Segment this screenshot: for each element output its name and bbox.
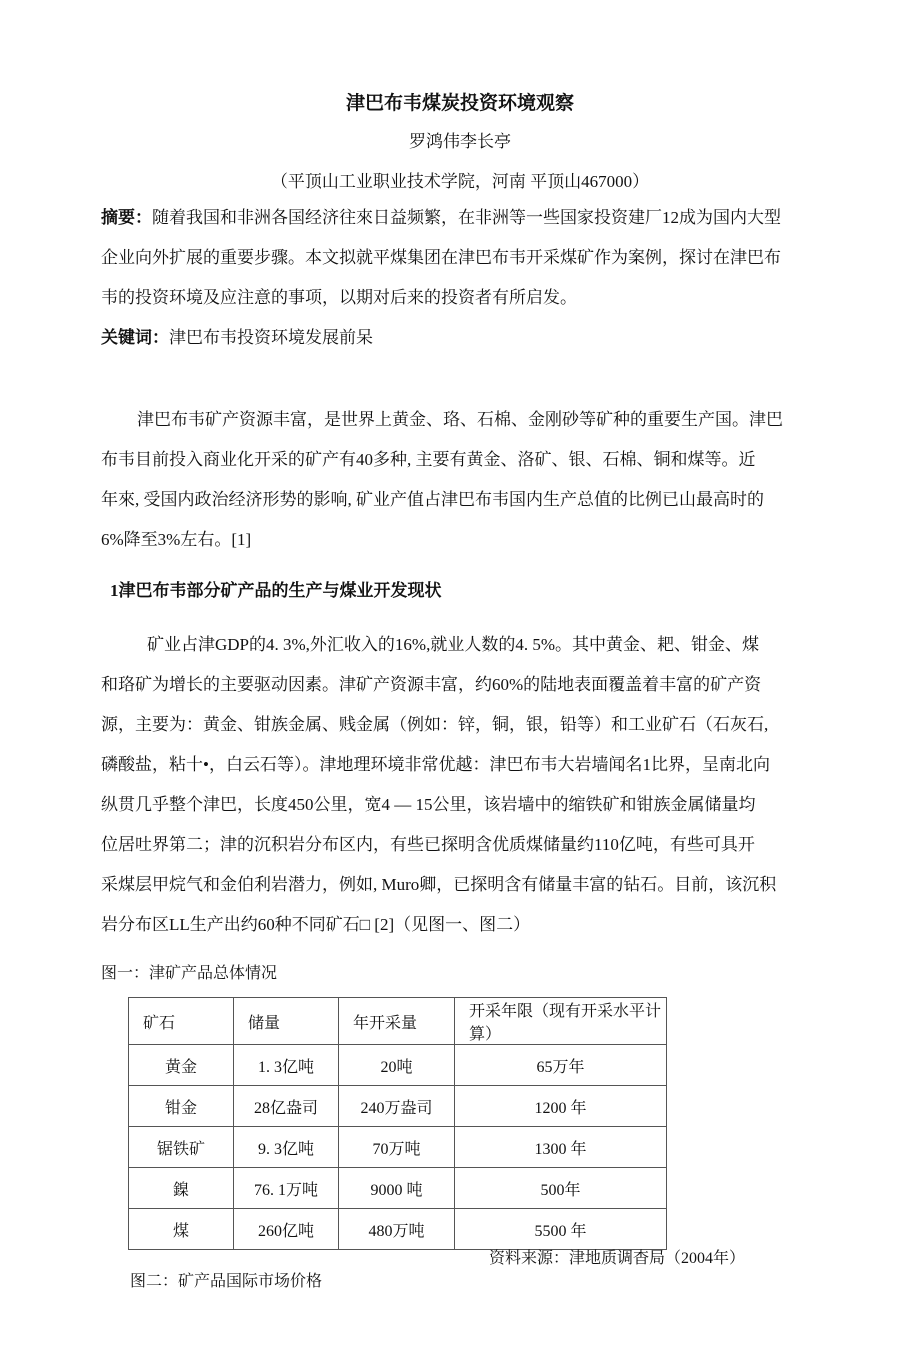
table-row	[129, 1168, 667, 1209]
column-header: 矿石	[129, 998, 234, 1045]
table-row	[129, 1045, 667, 1086]
paragraph-line: 采煤层甲烷气和金伯利岩潜力，例如, Muro卿，已探明含有储量丰富的钻石。目前，该沉积	[101, 875, 777, 894]
keywords-label: 关键词：	[101, 328, 169, 347]
table-cell: 20吨	[339, 1045, 455, 1086]
column-header: 年开采量	[339, 998, 455, 1045]
paragraph-line: 年來, 受国内政治经济形势的影响, 矿业产值占津巴布韦国内生产总值的比例已山最高时的	[101, 490, 764, 509]
affiliation: （平顶山工业职业技术学院，河南 平顶山467000）	[270, 172, 650, 191]
paragraph-line: 矿业占津GDP的4. 3%,外汇收入的16%,就业人数的4. 5%。其中黄金、耙、钳金、煤	[147, 635, 759, 654]
table-cell: 480万吨	[339, 1209, 455, 1250]
table-cell: 黄金	[129, 1045, 234, 1086]
paragraph-line: 6%降至3%左右。[1]	[101, 530, 252, 549]
table-cell: 9. 3亿吨	[234, 1127, 339, 1168]
document-title: 津巴布韦煤炭投资环境观察	[345, 93, 574, 114]
table-cell: 煤	[129, 1209, 234, 1250]
abstract-line: 韦的投资环境及应注意的事项，以期对后来的投资者有所启发。	[101, 288, 577, 307]
keywords-text: 津巴布韦投资环境发展前呆	[169, 328, 373, 347]
table-row	[129, 1086, 667, 1127]
intro-paragraph	[101, 400, 801, 560]
table-cell: 260亿吨	[234, 1209, 339, 1250]
abstract-label: 摘要：	[101, 208, 152, 227]
paragraph-line: 磷酸盐，粘十•，白云石等）。津地理环境非常优越：津巴布韦大岩墙闻名1比界，呈南北向	[101, 755, 770, 774]
figure1-caption: 图一：津矿产品总体情况	[101, 965, 278, 982]
table-cell: 70万吨	[339, 1127, 455, 1168]
table-cell: 500年	[455, 1168, 667, 1209]
paragraph-line: 岩分布区LL生产出约60种不同矿石□ [2]（见图一、图二）	[101, 915, 531, 934]
table-cell: 钳金	[129, 1086, 234, 1127]
paragraph-line: 津巴布韦矿产资源丰富，是世界上黄金、珞、石棉、金刚砂等矿种的重要生产国。津巴	[137, 410, 783, 429]
abstract-line: 随着我国和非洲各国经济往來日益频繁，在非洲等一些国家投资建厂12成为国内大型	[152, 208, 781, 227]
table-cell: 76. 1万吨	[234, 1168, 339, 1209]
section-heading: 1津巴布韦部分矿产品的生产与煤业开发现状	[110, 581, 442, 600]
paragraph-line: 纵贯几乎整个津巴，长度450公里，宽4 — 15公里，该岩墙中的缩铁矿和钳族金属储量均	[101, 795, 756, 814]
column-header: 储量	[234, 998, 339, 1045]
paragraph-line: 位居吐界第二；津的沉积岩分布区内，有些已探明含优质煤储量约110亿吨，有些可具开	[101, 835, 755, 854]
table-row	[129, 1209, 667, 1250]
table-row	[129, 1127, 667, 1168]
table-cell: 锯铁矿	[129, 1127, 234, 1168]
paragraph-line: 布韦目前投入商业化开采的矿产有40多种, 主要有黄金、洛矿、银、石棉、铜和煤等。近	[101, 450, 756, 469]
table-cell: 28亿盎司	[234, 1086, 339, 1127]
table-cell: 鎳	[129, 1168, 234, 1209]
table-header-row	[129, 998, 667, 1045]
table-cell: 1300 年	[455, 1127, 667, 1168]
table-cell: 5500 年	[455, 1209, 667, 1250]
abstract	[101, 198, 801, 358]
paragraph-line: 源，主要为：黄金、钳族金属、贱金属（例如：锌，铜，银，铅等）和工业矿石（石灰石,	[101, 715, 769, 734]
column-header: 开采年限（现有开采水平计算）	[455, 998, 667, 1045]
table-cell: 1200 年	[455, 1086, 667, 1127]
table-source: 资料来源：津地质调杳局（2004年）	[488, 1250, 745, 1267]
table-cell: 1. 3亿吨	[234, 1045, 339, 1086]
table-cell: 9000 吨	[339, 1168, 455, 1209]
table-cell: 240万盎司	[339, 1086, 455, 1127]
abstract-line: 企业向外扩展的重要步骤。本文拟就平煤集团在津巴布韦开采煤矿作为案例，探讨在津巴布	[101, 248, 781, 267]
figure2-caption: 图二：矿产品国际市场价格	[130, 1273, 323, 1290]
paragraph-line: 和珞矿为增长的主要驱动因素。津矿产资源丰富，约60%的陆地表面覆盖着丰富的矿产资	[101, 675, 762, 694]
table-cell: 65万年	[455, 1045, 667, 1086]
section1-paragraph	[101, 625, 801, 945]
mineral-table	[128, 997, 667, 1250]
authors: 罗鸿伟李长亭	[409, 132, 511, 151]
